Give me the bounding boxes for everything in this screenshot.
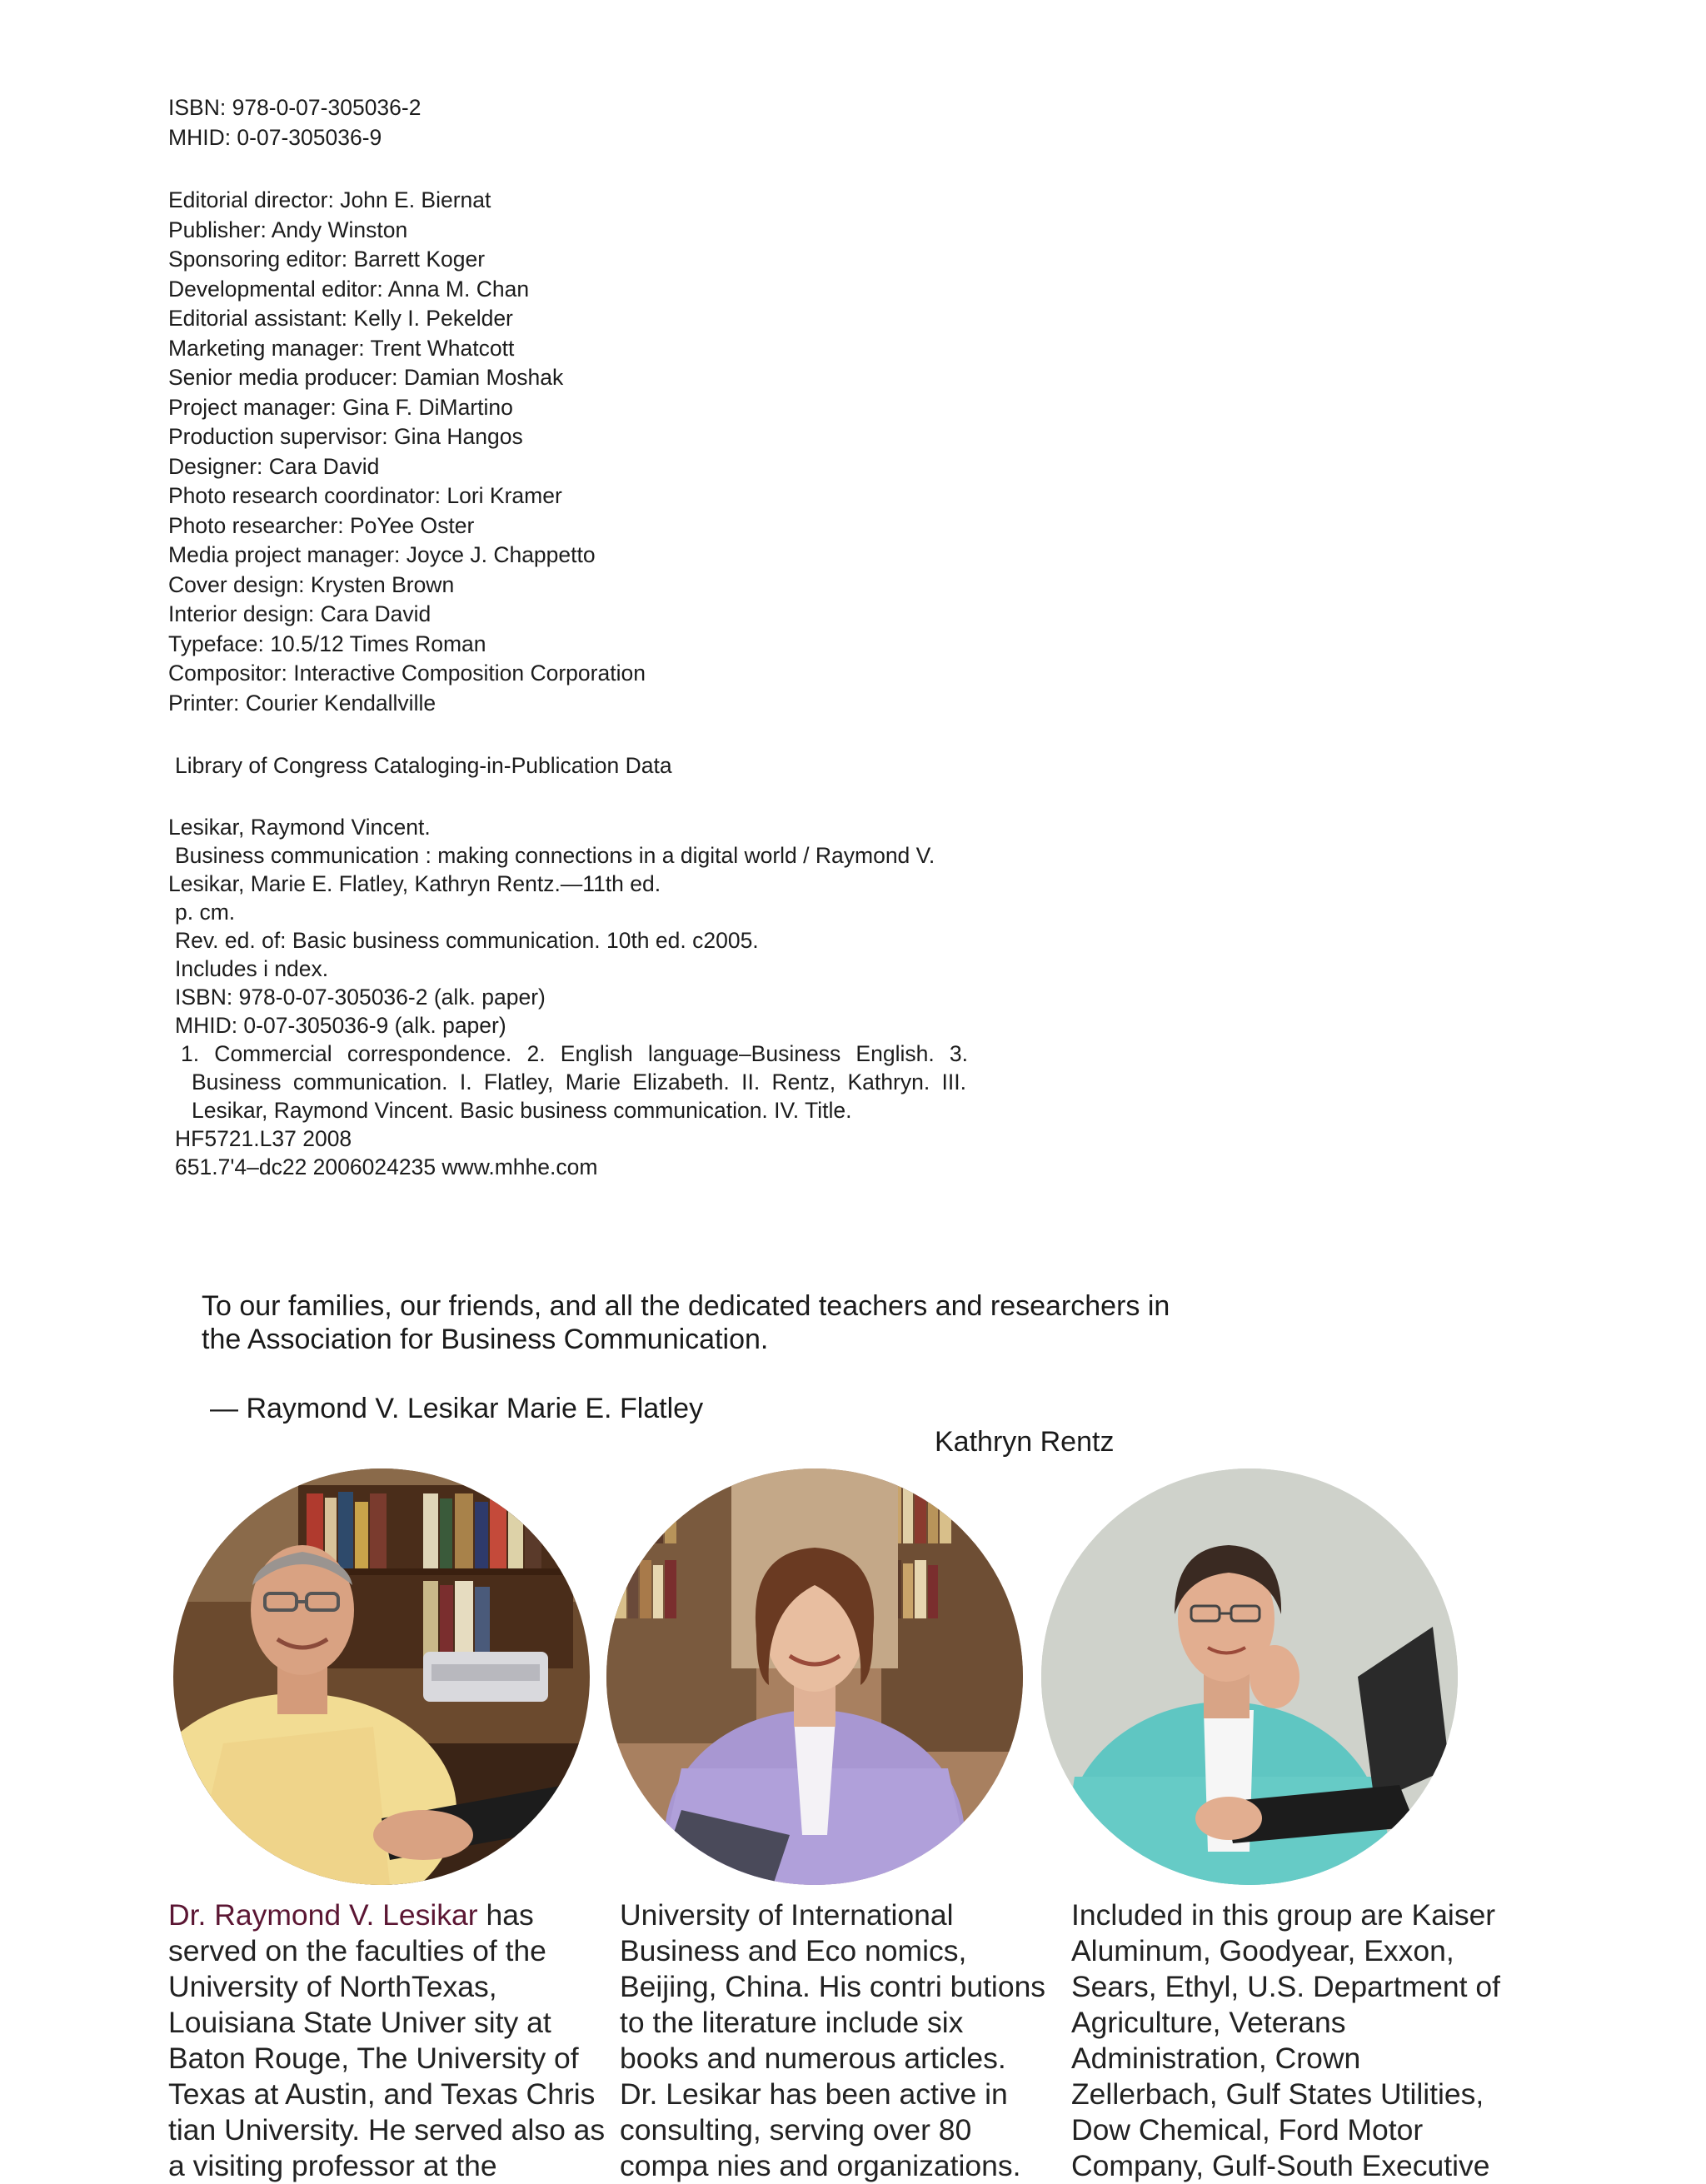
bio-line: Beijing, China. His contri butions <box>620 1970 1046 2003</box>
cip-line: Rev. ed. of: Basic business communication. 10th ed. c2005. <box>175 927 759 953</box>
staff-line: Editorial director: John E. Biernat <box>168 187 491 212</box>
bio-line: Louisiana State Univer sity at <box>168 2006 551 2039</box>
bio-line: a visiting professor at the <box>168 2149 497 2182</box>
bio-line: Administration, Crown <box>1071 2042 1361 2075</box>
author-photo-rentz <box>1041 1468 1458 1885</box>
bio-line: Business and Eco nomics, <box>620 1934 967 1967</box>
cip-line: 1. Commercial correspondence. 2. English language–Business English. 3. <box>181 1040 968 1066</box>
dedication-line: the Association for Business Communication. <box>202 1324 769 1355</box>
bio-line: University of International <box>620 1898 954 1932</box>
cip-record <box>168 813 1001 1181</box>
staff-line: Publisher: Andy Winston <box>168 217 408 242</box>
bio-line: consulting, serving over 80 <box>620 2113 972 2147</box>
dedication-signers: — Raymond V. Lesikar Marie E. Flatley <box>210 1393 704 1424</box>
staff-line: Sponsoring editor: Barrett Koger <box>168 247 486 272</box>
bio-line: Agriculture, Veterans <box>1071 2006 1346 2039</box>
author-name: Dr. Raymond V. Lesikar <box>168 1898 478 1932</box>
cip-line: Business communication. I. Flatley, Marie Elizabeth. II. Rentz, Kathryn. III. <box>192 1069 966 1094</box>
staff-line: Photo research coordinator: Lori Kramer <box>168 483 562 508</box>
cip-line: Includes i ndex. <box>175 955 329 981</box>
bio-line: Dow Chemical, Ford Motor <box>1071 2113 1424 2147</box>
isbn-line: ISBN: 978-0-07-305036-2 <box>168 95 422 120</box>
copyright-credits <box>168 93 1001 1181</box>
bio-line: Included in this group are Kaiser <box>1071 1898 1496 1932</box>
bio-line: Sears, Ethyl, U.S. Department of <box>1071 1970 1500 2003</box>
cip-line: Lesikar, Marie E. Flatley, Kathryn Rentz.—11th ed. <box>168 870 661 896</box>
staff-line: Developmental editor: Anna M. Chan <box>168 276 530 302</box>
bio-column-1 <box>168 1897 610 2184</box>
bio-line: Texas at Austin, and Texas Chris <box>168 2077 596 2111</box>
cip-line: ISBN: 978-0-07-305036-2 (alk. paper) <box>175 984 546 1010</box>
bio-line: served on the faculties of the <box>168 1934 546 1967</box>
staff-list <box>168 186 1001 718</box>
bio-column-2 <box>620 1897 1061 2184</box>
cip-line: MHID: 0-07-305036-9 (alk. paper) <box>175 1012 506 1038</box>
bio-line: Company, Gulf-South Executive <box>1071 2149 1490 2182</box>
bio-line: University of NorthTexas, <box>168 1970 497 2003</box>
dedication <box>202 1289 1201 1356</box>
staff-line: Photo researcher: PoYee Oster <box>168 512 475 538</box>
staff-line: Cover design: Krysten Brown <box>168 571 455 597</box>
bio-line: Baton Rouge, The University of <box>168 2042 579 2075</box>
bio-line: compa nies and organizations. <box>620 2149 1021 2182</box>
staff-line: Production supervisor: Gina Hangos <box>168 424 523 449</box>
staff-line: Designer: Cara David <box>168 453 380 479</box>
author-photo-lesikar <box>173 1468 590 1885</box>
cip-heading: Library of Congress Cataloging-in-Publication Data <box>175 753 672 778</box>
mhid-line: MHID: 0-07-305036-9 <box>168 124 382 150</box>
cip-line: HF5721.L37 2008 <box>175 1125 352 1151</box>
staff-line: Typeface: 10.5/12 Times Roman <box>168 631 486 656</box>
bio-text: has <box>477 1898 534 1932</box>
bio-line: Dr. Lesikar has been active in <box>620 2077 1008 2111</box>
staff-line: Printer: Courier Kendallville <box>168 690 436 716</box>
bio-line: Aluminum, Goodyear, Exxon, <box>1071 1934 1454 1967</box>
bio-line: Zellerbach, Gulf States Utilities, <box>1071 2077 1484 2111</box>
cip-line: Business communication : making connections in a digital world / Raymond V. <box>175 842 935 868</box>
dedication-line: To our families, our friends, and all the dedicated teachers and researchers in <box>202 1290 1170 1322</box>
bio-line: tian University. He served also as <box>168 2113 606 2147</box>
bio-line: books and numerous articles. <box>620 2042 1006 2075</box>
bio-column-3 <box>1071 1897 1538 2184</box>
staff-line: Media project manager: Joyce J. Chappetto <box>168 542 596 567</box>
staff-line: Compositor: Interactive Composition Corporation <box>168 661 646 686</box>
staff-line: Senior media producer: Damian Moshak <box>168 365 564 390</box>
cip-line: Lesikar, Raymond Vincent. Basic business communication. IV. Title. <box>192 1097 852 1123</box>
staff-line: Project manager: Gina F. DiMartino <box>168 394 513 420</box>
bio-line <box>168 1897 610 1933</box>
author-photo-flatley <box>606 1468 1023 1885</box>
staff-line: Interior design: Cara David <box>168 601 431 626</box>
cip-line: p. cm. <box>175 899 236 925</box>
staff-line: Editorial assistant: Kelly I. Pekelder <box>168 306 513 331</box>
staff-line: Marketing manager: Trent Whatcott <box>168 335 515 361</box>
bio-line: to the literature include six <box>620 2006 964 2039</box>
cip-line: Lesikar, Raymond Vincent. <box>168 814 431 840</box>
dedication-signer-rentz: Kathryn Rentz <box>935 1426 1115 1458</box>
cip-line: 651.7'4–dc22 2006024235 www.mhhe.com <box>175 1154 598 1179</box>
